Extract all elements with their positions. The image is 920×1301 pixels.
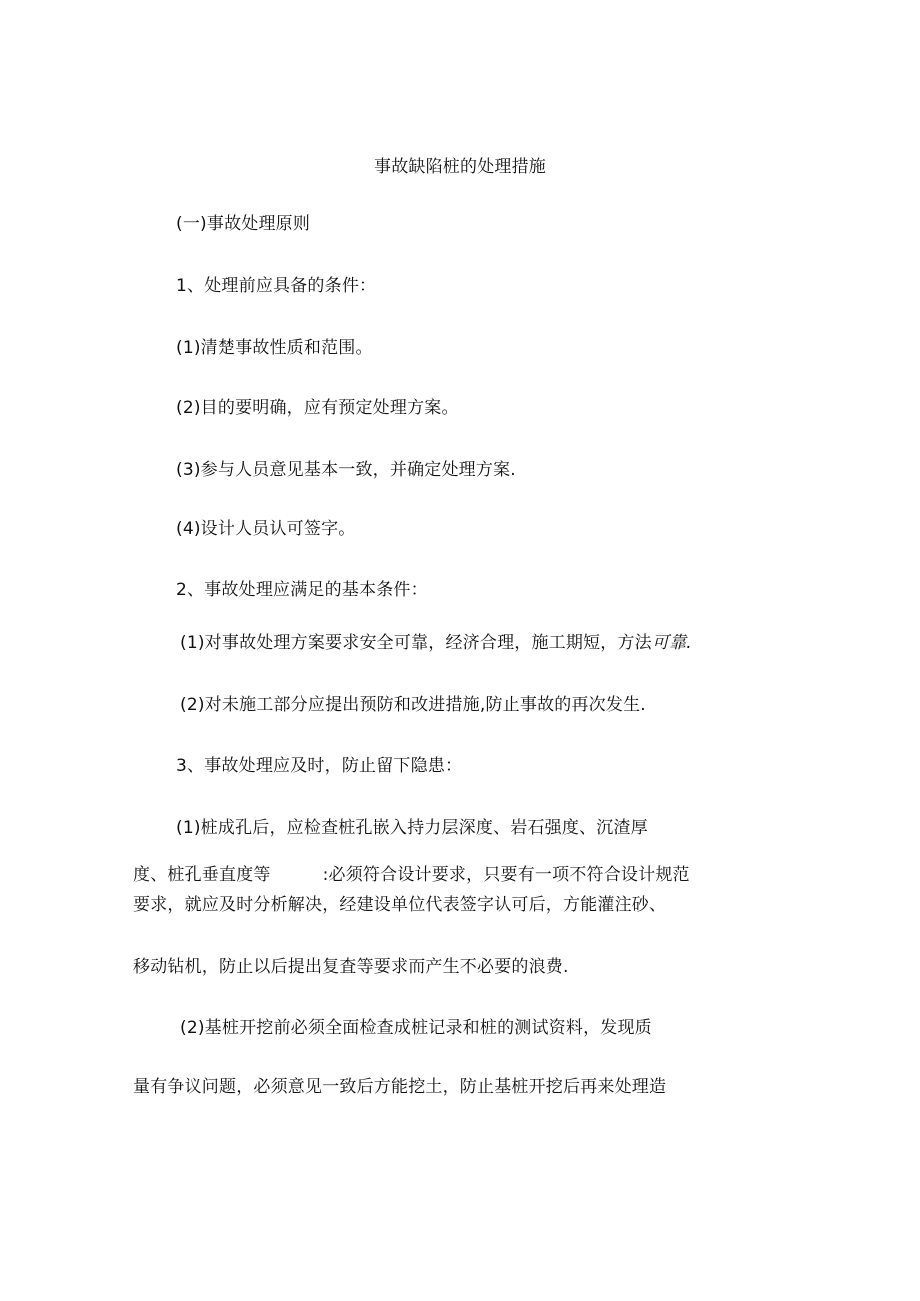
paragraph-item: (1)清楚事故性质和范围。 — [176, 338, 373, 358]
paragraph-item: (3)参与人员意见基本一致，并确定处理方案. — [176, 460, 516, 480]
paragraph-item: (4)设计人员认可签字。 — [176, 519, 356, 539]
paragraph-text: (1)对事故处理方案要求安全可靠，经济合理，施工期短，方法 — [180, 633, 652, 653]
subsection-1: 1、处理前应具备的条件： — [176, 276, 377, 296]
paragraph-continuation: 量有争议问题，必须意见一致后方能挖土，防止基桩开挖后再来处理造 — [133, 1077, 667, 1097]
paragraph-item: (1)桩成孔后，应检查桩孔嵌入持力层深度、岩石强度、沉渣厚 — [176, 818, 648, 838]
paragraph-item: (2)目的要明确，应有预定处理方案。 — [176, 398, 459, 418]
paragraph-continuation: 要求，就应及时分析解决，经建设单位代表签字认可后，方能灌注砂、 — [133, 895, 667, 915]
paragraph-item: (2)基桩开挖前必须全面检查成桩记录和桩的测试资料，发现质 — [180, 1018, 652, 1038]
subsection-2: 2、事故处理应满足的基本条件： — [176, 580, 428, 600]
paragraph-item: (2)对未施工部分应提出预防和改进措施,防止事故的再次发生. — [180, 695, 646, 715]
paragraph-text-tail: 可靠. — [651, 633, 692, 653]
paragraph-continuation — [133, 864, 690, 886]
paragraph-continuation: 移动钻机，防止以后提出复査等要求而产生不必要的浪费. — [133, 957, 569, 977]
section-heading: (一)事故处理原则 — [176, 214, 311, 234]
subsection-3: 3、事故处理应及时，防止留下隐患： — [176, 756, 463, 776]
paragraph-text: :必须符合设计要求，只要有一项不符合设计规范 — [322, 865, 690, 885]
paragraph-text: 度、桩孔垂直度等 — [133, 865, 271, 885]
document-title: 事故缺陷桩的处理措施 — [374, 157, 546, 177]
paragraph-item — [180, 632, 692, 654]
